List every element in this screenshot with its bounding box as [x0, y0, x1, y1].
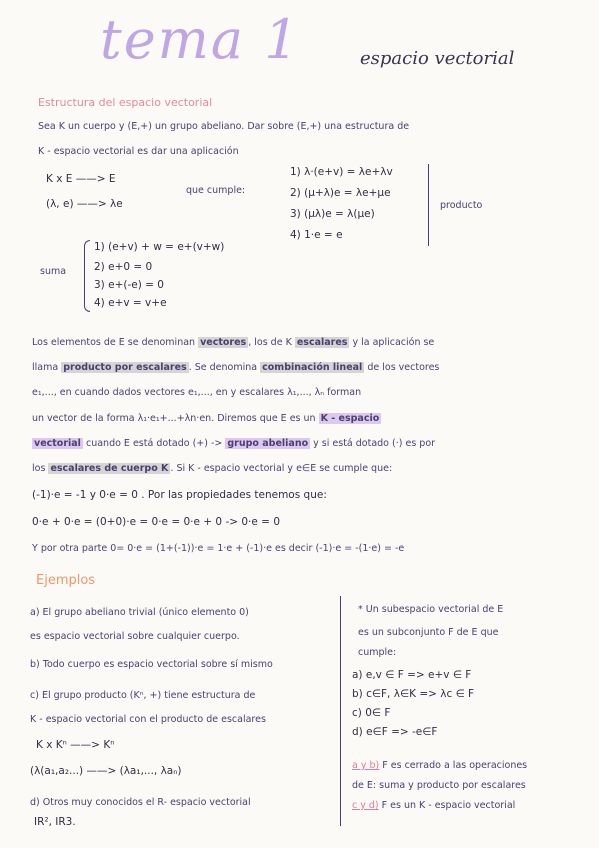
- paragraph-line-1: Los elementos de E se denominan vectores , los de K escalares y la aplicación se: [32, 337, 435, 348]
- subspace-prop-a: a) e,v ∈ F => e+v ∈ F: [352, 669, 472, 681]
- suma-prop-3: 3) e+(-e) = 0: [94, 279, 164, 291]
- subspace-ab-note: a y b) F es cerrado a las operaciones: [352, 760, 528, 771]
- example-b: b) Todo cuerpo es espacio vectorial sobre sí mismo: [30, 659, 273, 670]
- subspace-prop-b: b) c∈F, λ∈K => λc ∈ F: [352, 688, 475, 700]
- equation-2: 0·e + 0·e = (0+0)·e = 0·e = 0·e + 0 -> 0·e = 0: [32, 516, 281, 528]
- suma-prop-1: 1) (e+v) + w = e+(v+w): [94, 241, 225, 253]
- example-c-map-1: K x Kⁿ ——> Kⁿ: [36, 739, 115, 751]
- prop-4: 4) 1·e = e: [290, 229, 343, 241]
- example-c-map-2: (λ(a₁,a₂...) ——> (λa₁,..., λaₙ): [30, 765, 182, 777]
- subspace-prop-c: c) 0∈ F: [352, 707, 391, 719]
- prop-1: 1) λ·(e+v) = λe+λv: [290, 166, 393, 178]
- example-d-line-1: d) Otros muy conocidos el R- espacio vectorial: [30, 797, 251, 808]
- subspace-line-3: cumple:: [358, 647, 397, 658]
- example-d-line-2: IR², IR3.: [34, 816, 76, 828]
- example-a-line-2: es espacio vectorial sobre cualquier cuerpo.: [30, 631, 240, 642]
- subspace-line-2: es un subconjunto F de E que: [358, 627, 499, 638]
- suma-label: suma: [40, 266, 67, 277]
- que-cumple-text: que cumple:: [186, 185, 246, 196]
- map-line-1: K x E ——> E: [46, 173, 116, 185]
- suma-prop-2: 2) e+0 = 0: [94, 261, 153, 273]
- paragraph-line-2: llama producto por escalares . Se denomina combinación lineal de los vectores: [32, 362, 440, 373]
- paragraph-line-5: vectorial cuando E está dotado (+) -> grupo abeliano y si está dotado (·) es por: [34, 438, 436, 449]
- column-divider: [340, 596, 341, 826]
- example-c-line-2: K - espacio vectorial con el producto de escalares: [30, 714, 266, 725]
- page-title: tema 1: [100, 8, 301, 71]
- equation-1: (-1)·e = -1 y 0·e = 0 . Por las propiedades tenemos que:: [32, 489, 327, 501]
- page-subtitle: espacio vectorial: [360, 48, 515, 69]
- producto-brace: [428, 164, 429, 246]
- example-a-line-1: a) El grupo abeliano trivial (único elemento 0): [30, 607, 249, 618]
- intro-line-2: K - espacio vectorial es dar una aplicación: [38, 146, 239, 157]
- suma-prop-4: 4) e+v = v+e: [94, 297, 167, 309]
- section-heading-structure: Estructura del espacio vectorial: [38, 96, 213, 109]
- producto-label: producto: [440, 200, 483, 211]
- paragraph-line-3: e₁,..., en cuando dados vectores e₁,..., en y escalares λ₁,..., λₙ forman: [32, 387, 362, 398]
- example-c-line-1: c) El grupo producto (Kⁿ, +) tiene estructura de: [30, 690, 256, 701]
- subspace-ab-note-2: de E: suma y producto por escalares: [352, 780, 526, 791]
- prop-2: 2) (μ+λ)e = λe+μe: [290, 187, 391, 199]
- subspace-cd-note: c y d) F es un K - espacio vectorial: [352, 800, 516, 811]
- subspace-prop-d: d) e∈F => -e∈F: [352, 726, 438, 738]
- suma-brace: [84, 240, 90, 312]
- map-line-2: (λ, e) ——> λe: [46, 198, 123, 210]
- examples-heading: Ejemplos: [36, 573, 96, 588]
- paragraph-line-6: los escalares de cuerpo K . Si K - espacio vectorial y e∈E se cumple que:: [32, 463, 393, 474]
- equation-3: Y por otra parte 0= 0·e = (1+(-1))·e = 1·e + (-1)·e es decir (-1)·e = -(1·e) = -e: [32, 543, 405, 554]
- subspace-line-1: * Un subespacio vectorial de E: [358, 604, 504, 615]
- intro-line-1: Sea K un cuerpo y (E,+) un grupo abeliano. Dar sobre (E,+) una estructura de: [38, 121, 410, 132]
- paragraph-line-4: un vector de la forma λ₁·e₁+...+λn·en. Diremos que E es un K - espacio: [32, 413, 380, 424]
- prop-3: 3) (μλ)e = λ(μe): [290, 208, 375, 220]
